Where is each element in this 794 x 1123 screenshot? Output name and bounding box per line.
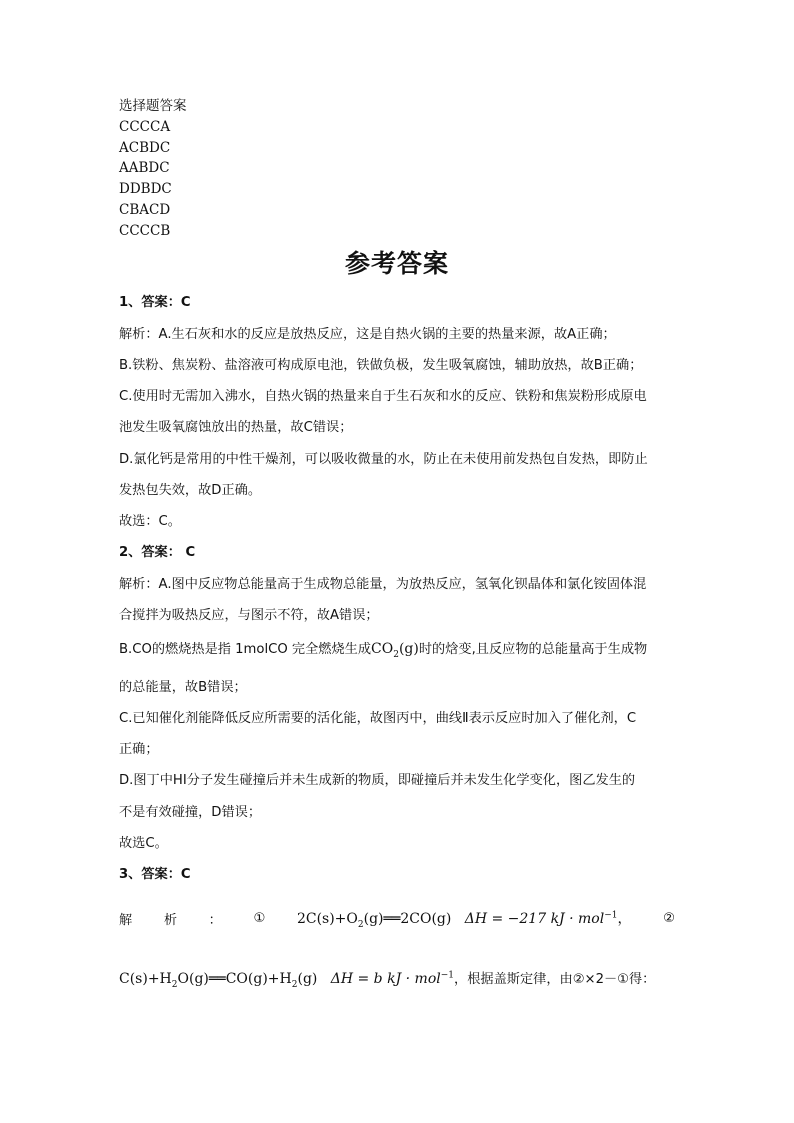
choice-key-heading: 选择题答案 <box>119 98 187 114</box>
q2-line: D.图丁中HI分子发生碰撞后并未生成新的物质，即碰撞后并未发生化学变化，图乙发生的 <box>119 773 636 788</box>
choice-key-row: DDBDC <box>119 181 172 198</box>
q1-line: 故选：C。 <box>119 514 181 529</box>
page-title: 参考答案 <box>344 249 449 278</box>
q2-line: 解析：A.图中反应物总能量高于生成物总能量，为放热反应，氢氧化钡晶体和氯化铵固体混 <box>119 577 647 592</box>
q2-line: 故选C。 <box>119 836 168 851</box>
choice-key-row: CCCCA <box>119 118 171 135</box>
equation-mark-2: ② <box>663 911 675 927</box>
q1-line: C.使用时无需加入沸水，自热火锅的热量来自于生石灰和水的反应、铁粉和焦炭粉形成原电 <box>119 389 647 404</box>
choice-key-row: ACBDC <box>119 139 171 156</box>
q3-label-xi: 析 <box>163 913 178 929</box>
q1-line: 解析：A.生石灰和水的反应是放热反应，这是自热火锅的主要的热量来源，故A正确； <box>119 327 616 342</box>
q2-line: 的总能量，故B错误； <box>119 680 247 695</box>
q2-answer: 2、答案： C <box>119 545 196 560</box>
q2-b-suffix: 时的焓变,且反应物的总能量高于生成物 <box>418 642 648 657</box>
q3-answer: 3、答案：C <box>119 867 191 882</box>
co2-formula: $CO_2(g)$ <box>371 641 419 660</box>
hess-law-text: ，根据盖斯定律，由②×2－①得： <box>454 972 656 987</box>
equation-2: $C(s)+H_2O(g)══CO(g)+H_2(g)$ ΔH = b kJ · mol$^{-1}$ <box>119 970 455 990</box>
q1-line: 发热包失效，故D正确。 <box>119 483 262 498</box>
equation-1: $2C(s)+O_2(g)══2CO(g)$ ΔH = −217 kJ · mol$^{-1}$， <box>296 910 632 930</box>
q1-line: 池发生吸氧腐蚀放出的热量，故C错误； <box>119 420 353 435</box>
q2-line: 合搅拌为吸热反应，与图示不符，故A错误； <box>119 608 379 623</box>
choice-key-row: AABDC <box>119 160 170 177</box>
q1-line: B.铁粉、焦炭粉、盐溶液可构成原电池，铁做负极，发生吸氧腐蚀，辅助放热，故B正确； <box>119 358 643 373</box>
q2-line: 正确； <box>119 742 159 757</box>
q2-line: C.已知催化剂能降低反应所需要的活化能，故图丙中，曲线Ⅱ表示反应时加入了催化剂，C <box>119 711 637 726</box>
q2-line-b <box>119 638 679 660</box>
choice-key-row: CCCCB <box>119 222 171 239</box>
q1-line: D.氯化钙是常用的中性干燥剂，可以吸收微量的水，防止在未使用前发热包自发热，即防止 <box>119 452 648 467</box>
equation-mark-1: ① <box>253 911 266 927</box>
q3-label-jie: 解 <box>119 913 133 929</box>
q2-line: 不是有效碰撞，D错误； <box>119 805 262 820</box>
q2-b-prefix: B.CO的燃烧热是指 1molCO 完全燃烧生成 <box>119 642 372 657</box>
q3-equation-2-line <box>119 968 679 990</box>
q3-equation-1-line <box>119 908 675 930</box>
choice-answer-key <box>119 96 187 242</box>
q3-label-colon: ： <box>208 913 222 929</box>
choice-key-row: CBACD <box>119 201 171 218</box>
q1-answer: 1、答案：C <box>119 295 191 310</box>
